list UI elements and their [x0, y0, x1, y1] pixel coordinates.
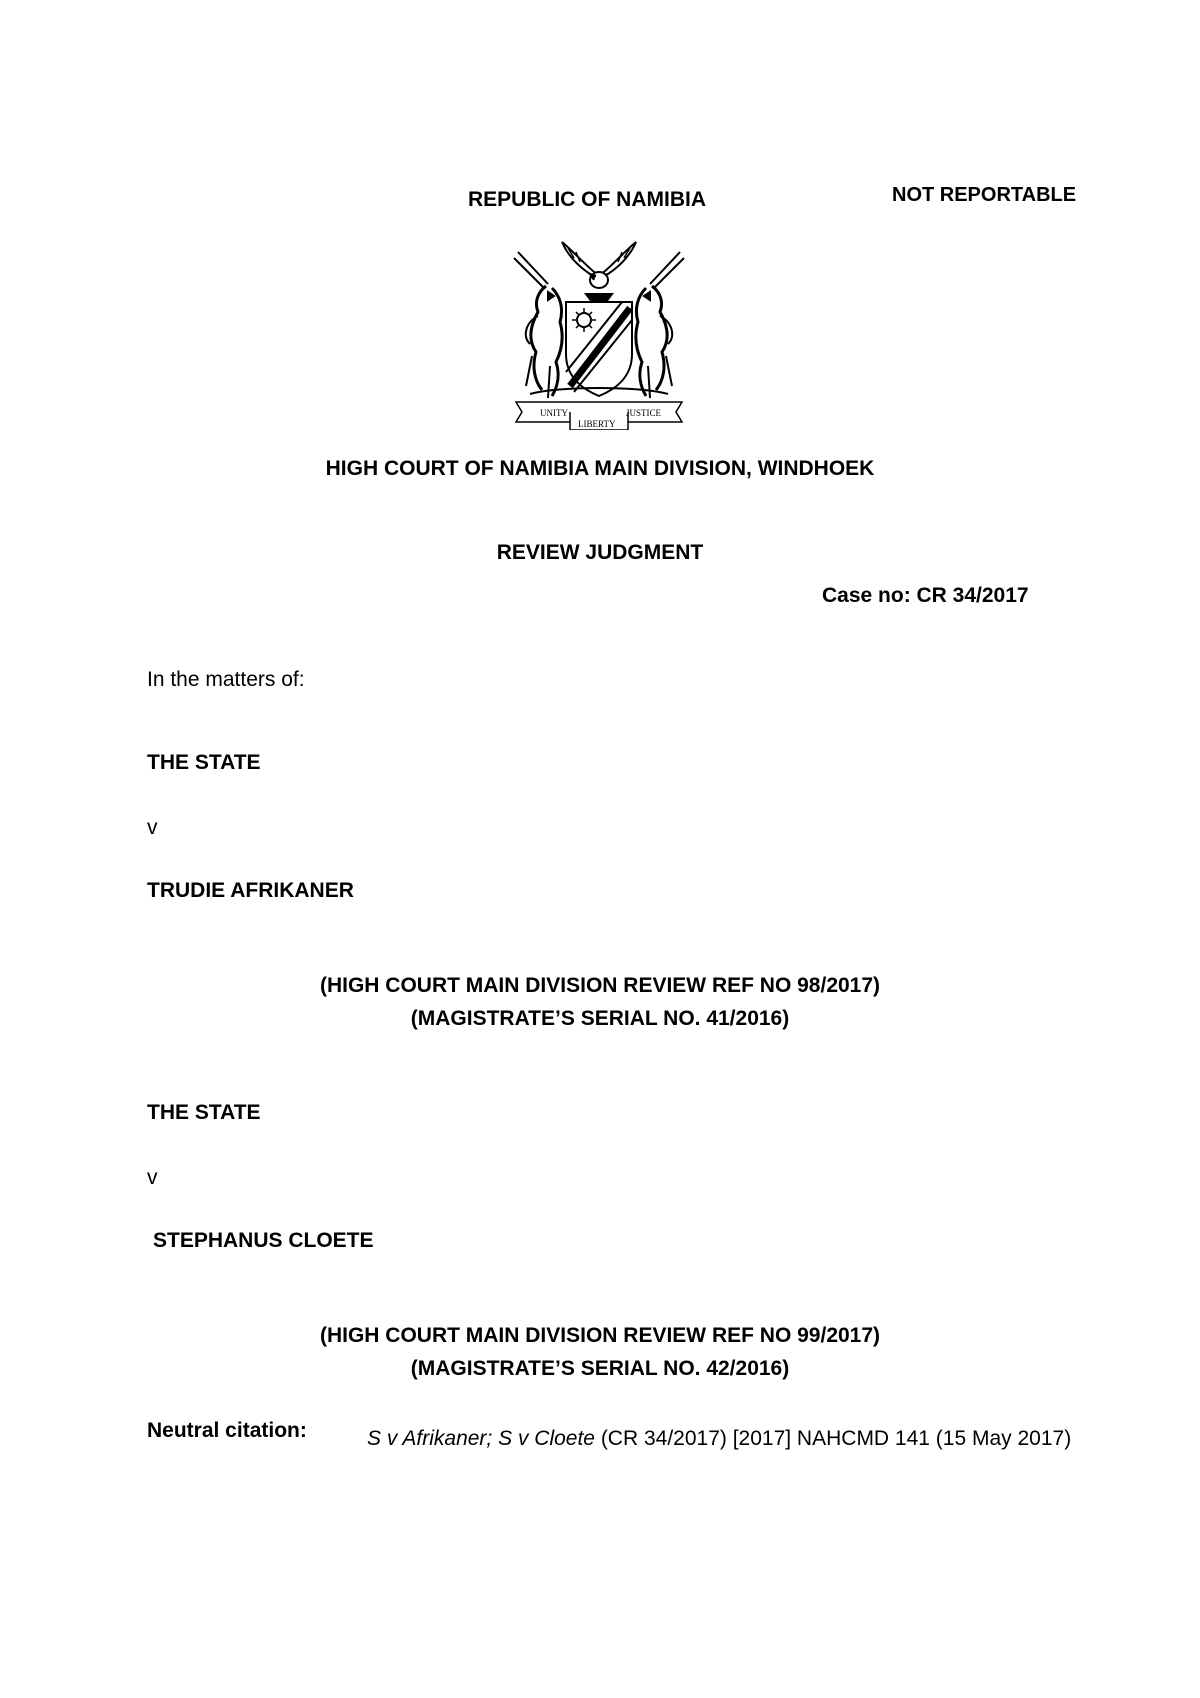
- matter1-versus: v: [147, 816, 158, 839]
- matter1-party2: TRUDIE AFRIKANER: [147, 879, 354, 902]
- neutral-citation-text: [367, 1418, 1087, 1459]
- matters-intro: In the matters of:: [147, 668, 305, 691]
- citation-reference: (CR 34/2017) [2017] NAHCMD 141 (15 May 2017): [594, 1427, 1072, 1450]
- matter2-review-ref: (HIGH COURT MAIN DIVISION REVIEW REF NO 99/2017): [319, 1324, 881, 1347]
- republic-heading: REPUBLIC OF NAMIBIA: [468, 188, 706, 211]
- judgment-type: REVIEW JUDGMENT: [496, 541, 704, 564]
- svg-text:JUSTICE: JUSTICE: [626, 408, 662, 418]
- neutral-citation-label: Neutral citation:: [147, 1419, 307, 1442]
- svg-text:LIBERTY: LIBERTY: [578, 419, 616, 429]
- citation-case-name: S v Afrikaner; S v Cloete: [367, 1427, 595, 1450]
- matter2-party1: THE STATE: [147, 1101, 261, 1124]
- namibia-coat-of-arms-icon: [508, 236, 690, 430]
- reportable-status: NOT REPORTABLE: [892, 184, 1077, 206]
- case-number: Case no: CR 34/2017: [822, 584, 1029, 607]
- court-heading: HIGH COURT OF NAMIBIA MAIN DIVISION, WINDHOEK: [325, 457, 875, 480]
- matter2-magistrate-serial: (MAGISTRATE’S SERIAL NO. 42/2016): [410, 1357, 790, 1380]
- matter2-party2: STEPHANUS CLOETE: [153, 1229, 374, 1252]
- matter2-versus: v: [147, 1166, 158, 1189]
- matter1-magistrate-serial: (MAGISTRATE’S SERIAL NO. 41/2016): [410, 1007, 790, 1030]
- svg-text:UNITY: UNITY: [540, 408, 568, 418]
- matter1-party1: THE STATE: [147, 751, 261, 774]
- matter1-review-ref: (HIGH COURT MAIN DIVISION REVIEW REF NO 98/2017): [319, 974, 881, 997]
